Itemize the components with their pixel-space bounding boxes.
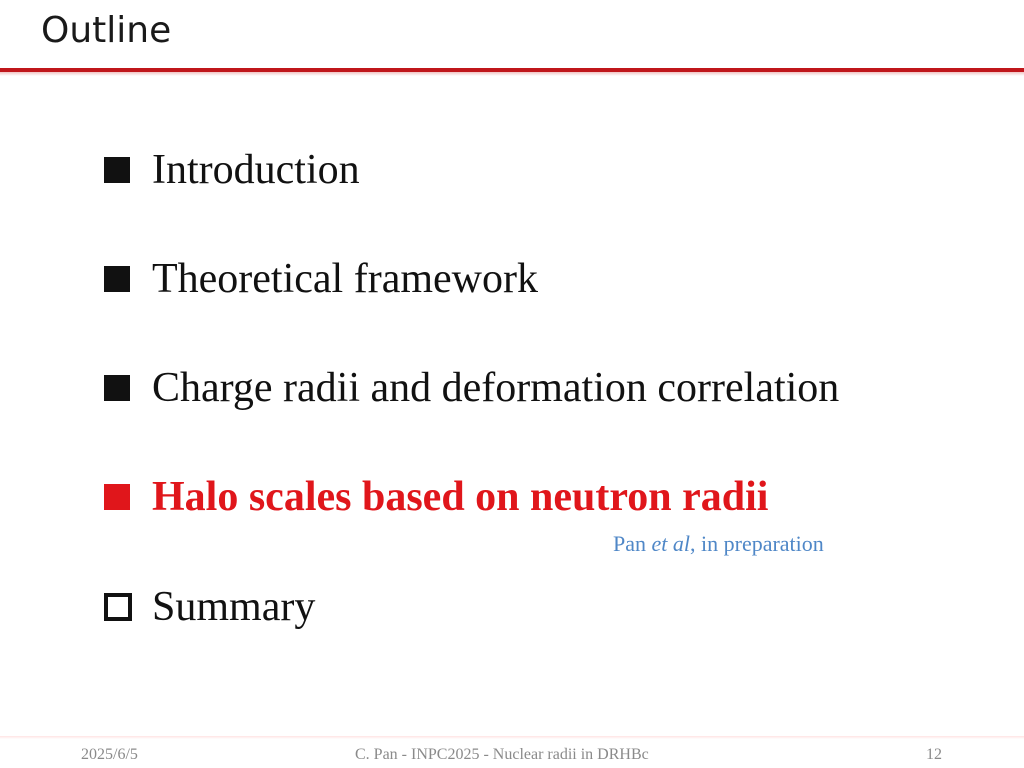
footer-presentation-info: C. Pan - INPC2025 - Nuclear radii in DRHBc — [355, 746, 649, 763]
outline-item-introduction — [104, 146, 360, 194]
footer-divider — [0, 736, 1024, 739]
filled-square-bullet-icon — [104, 266, 130, 292]
reference-note — [613, 531, 824, 557]
filled-square-bullet-icon — [104, 157, 130, 183]
hollow-square-bullet-icon — [104, 593, 132, 621]
reference-status: , in preparation — [690, 531, 824, 556]
outline-item-label: Charge radii and deformation correlation — [152, 365, 840, 411]
outline-item-label: Halo scales based on neutron radii — [152, 474, 769, 520]
reference-etal: et al — [651, 531, 690, 556]
footer-date: 2025/6/5 — [81, 746, 138, 763]
slide-title: Outline — [41, 10, 172, 51]
outline-item-summary — [104, 583, 315, 631]
outline-item-halo-scales — [104, 473, 768, 521]
reference-author: Pan — [613, 531, 652, 556]
title-divider-shadow — [0, 72, 1024, 76]
outline-item-label: Theoretical framework — [152, 256, 538, 302]
outline-item-label: Introduction — [152, 147, 360, 193]
filled-square-bullet-icon — [104, 375, 130, 401]
outline-item-label: Summary — [152, 584, 316, 630]
outline-item-theoretical-framework — [104, 255, 538, 303]
footer-page-number: 12 — [926, 746, 942, 763]
outline-item-charge-radii — [104, 364, 839, 412]
filled-square-bullet-icon — [104, 484, 130, 510]
